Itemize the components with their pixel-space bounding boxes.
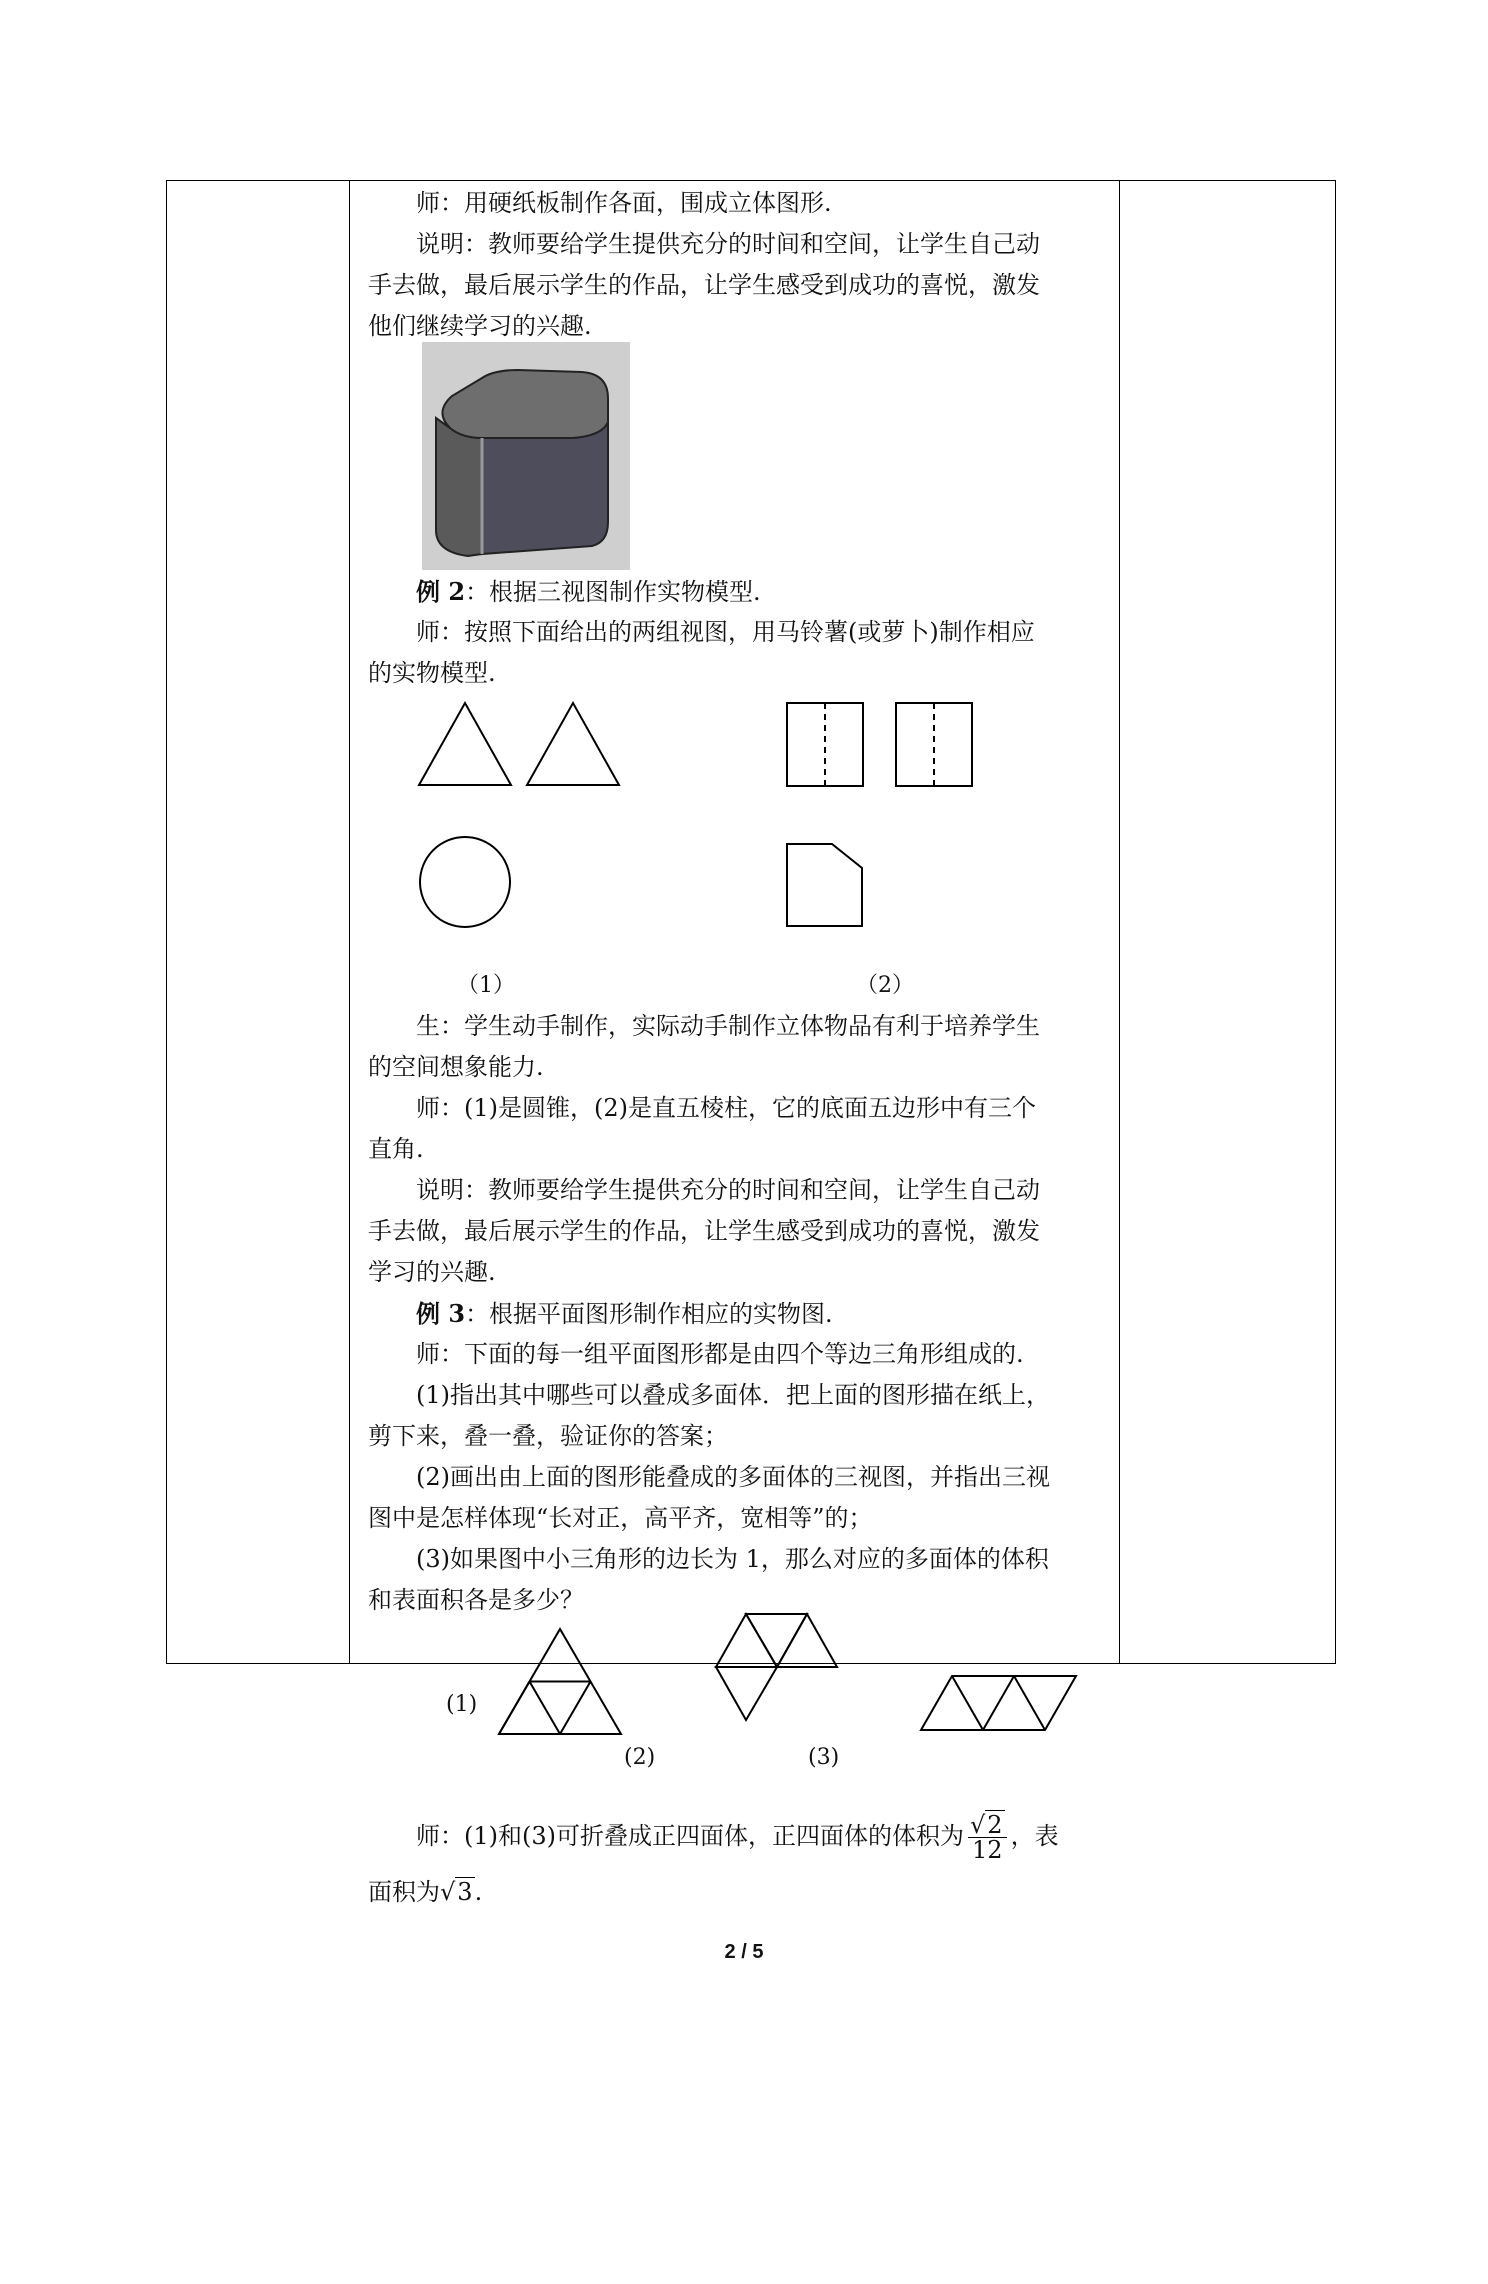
paragraph: 他们继续学习的兴趣. xyxy=(368,312,592,340)
paragraph: 图中是怎样体现“长对正，高平齐，宽相等”的； xyxy=(368,1504,873,1532)
paragraph: 说明：教师要给学生提供充分的时间和空间，让学生自己动 xyxy=(416,230,1040,258)
example-label: 例 3 xyxy=(416,1299,466,1328)
paragraph: 和表面积各是多少？ xyxy=(368,1586,584,1614)
answer-text: . xyxy=(474,1878,483,1906)
views-caption-1: （1） xyxy=(457,973,515,998)
example-label: 例 2 xyxy=(416,577,466,606)
net-caption-1: (1) xyxy=(446,1692,478,1717)
paragraph: (3)如果图中小三角形的边长为 1，那么对应的多面体的体积 xyxy=(416,1545,1049,1573)
paragraph: 师：下面的每一组平面图形都是由四个等边三角形组成的. xyxy=(416,1340,1024,1368)
paragraph: 学习的兴趣. xyxy=(368,1258,496,1286)
paragraph: 师：用硬纸板制作各面，围成立体图形. xyxy=(416,189,832,217)
paragraph: 师：按照下面给出的两组视图，用马铃薯(或萝卜)制作相应 xyxy=(416,618,1035,646)
paragraph: 生：学生动手制作，实际动手制作立体物品有利于培养学生 xyxy=(416,1012,1040,1040)
answer-text: 师：(1)和(3)可折叠成正四面体，正四面体的体积为 xyxy=(416,1822,964,1850)
paragraph: 手去做，最后展示学生的作品，让学生感受到成功的喜悦，激发 xyxy=(368,271,1040,299)
example-text: ：根据三视图制作实物模型. xyxy=(465,578,761,606)
paragraph: 手去做，最后展示学生的作品，让学生感受到成功的喜悦，激发 xyxy=(368,1217,1040,1245)
table-column-divider xyxy=(1119,181,1120,1663)
paragraph: (1)指出其中哪些可以叠成多面体．把上面的图形描在纸上， xyxy=(416,1381,1050,1409)
paragraph: 的空间想象能力. xyxy=(368,1053,544,1081)
page-number: 2 / 5 xyxy=(724,1941,764,1963)
example-text: ：根据平面图形制作相应的实物图. xyxy=(465,1300,833,1328)
answer-text: ，表 xyxy=(1010,1822,1059,1850)
table-column-divider xyxy=(349,181,350,1663)
net-caption-2: (2) xyxy=(624,1745,656,1770)
views-caption-2: （2） xyxy=(856,973,914,998)
answer-paragraph xyxy=(368,1808,1116,1864)
paragraph: (2)画出由上面的图形能叠成的多面体的三视图，并指出三视 xyxy=(416,1463,1050,1491)
net-caption-3: (3) xyxy=(808,1745,840,1770)
paragraph: 剪下来，叠一叠，验证你的答案； xyxy=(368,1422,728,1450)
fraction-denominator: 12 xyxy=(972,1836,1003,1864)
volume-fraction xyxy=(968,1813,1007,1862)
fraction-numerator: √2 xyxy=(968,1813,1007,1838)
paragraph: 的实物模型. xyxy=(368,659,496,687)
example-2-heading xyxy=(368,571,1116,613)
answer-text: 面积为 xyxy=(368,1878,440,1906)
example-3-heading xyxy=(368,1293,1116,1335)
radical: 3 xyxy=(457,1878,473,1906)
answer-paragraph: 面积为√3. xyxy=(368,1878,483,1906)
paragraph: 师：(1)是圆锥，(2)是直五棱柱，它的底面五边形中有三个 xyxy=(416,1094,1036,1122)
paragraph: 说明：教师要给学生提供充分的时间和空间，让学生自己动 xyxy=(416,1176,1040,1204)
paragraph: 直角. xyxy=(368,1135,424,1163)
